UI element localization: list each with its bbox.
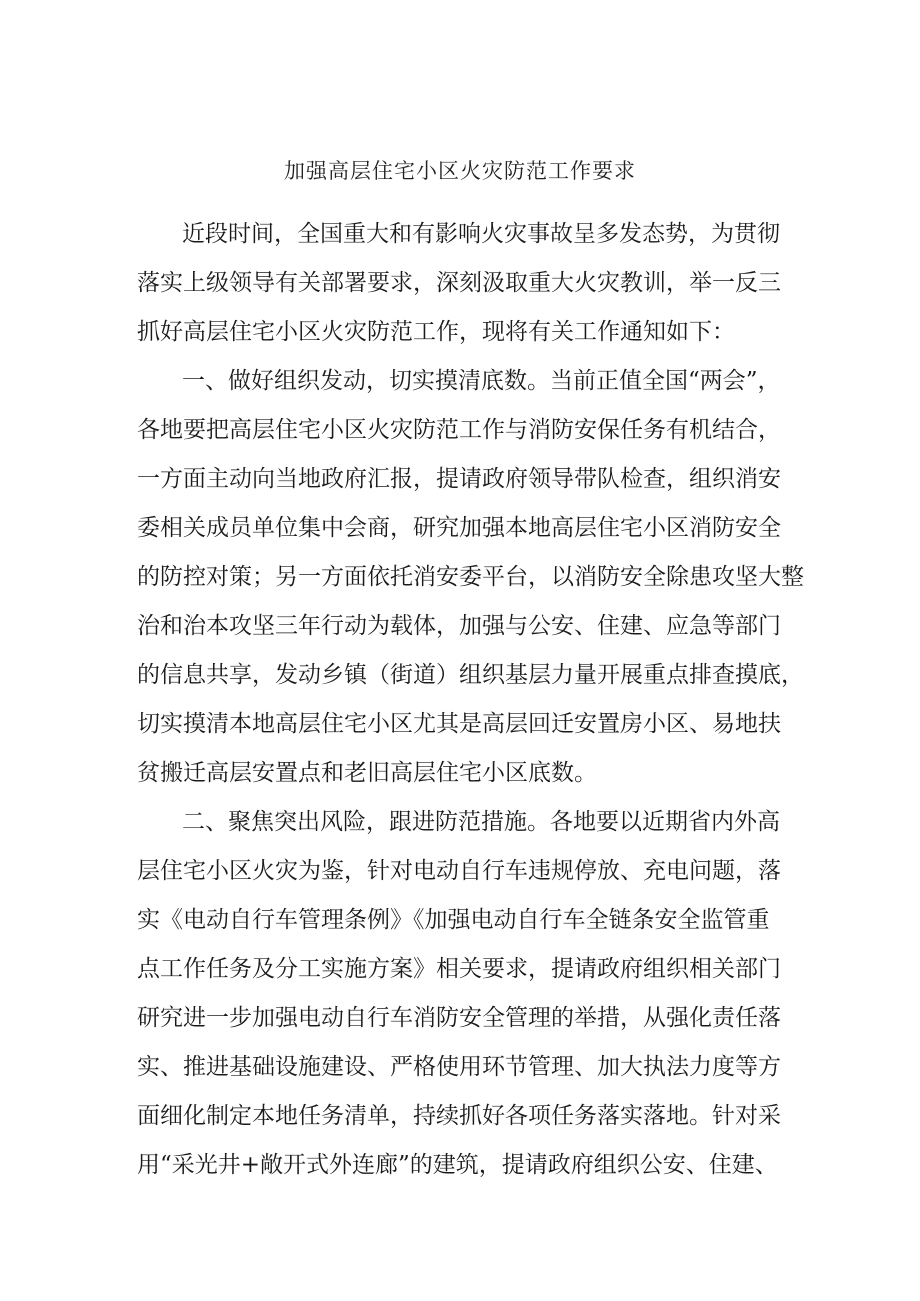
paragraph-line: 研究进一步加强电动自行车消防安全管理的举措，从强化责任落 [137,1005,781,1031]
paragraph-line: 落实上级领导有关部署要求，深刻汲取重大火灾教训，举一反三 [137,270,781,296]
paragraph-line: 的信息共享，发动乡镇（街道）组织基层力量开展重点排查摸底， [137,662,804,688]
paragraph-line: 切实摸清本地高层住宅小区尤其是高层回迁安置房小区、易地扶 [137,711,781,737]
paragraph-line: 各地要把高层住宅小区火灾防范工作与消防安保任务有机结合， [137,417,781,443]
paragraph-line: 委相关成员单位集中会商，研究加强本地高层住宅小区消防安全 [137,515,781,541]
paragraph-line: 近段时间，全国重大和有影响火灾事故呈多发态势，为贯彻 [182,221,780,247]
paragraph-line: 面细化制定本地任务清单，持续抓好各项任务落实落地。针对采 [137,1103,781,1129]
paragraph-line: 二、聚焦突出风险，跟进防范措施。各地要以近期省内外高 [182,809,780,835]
paragraph-line: 点工作任务及分工实施方案》相关要求，提请政府组织相关部门 [137,956,781,982]
paragraph-line: 实、推进基础设施建设、严格使用环节管理、加大执法力度等方 [137,1054,781,1080]
paragraph-line: 治和治本攻坚三年行动为载体，加强与公安、住建、应急等部门 [137,613,781,639]
paragraph-line: 贫搬迁高层安置点和老旧高层住宅小区底数。 [137,760,597,786]
paragraph-line: 的防控对策；另一方面依托消安委平台，以消防安全除患攻坚大整 [137,564,804,590]
paragraph-line: 实《电动自行车管理条例》《加强电动自行车全链条安全监管重 [137,907,770,933]
paragraph-line: 用“采光井+敞开式外连廊”的建筑，提请政府组织公安、住建、 [137,1152,778,1178]
paragraph-line: 一方面主动向当地政府汇报，提请政府领导带队检查，组织消安 [137,466,781,492]
document-title: 加强高层住宅小区火灾防范工作要求 [284,159,636,183]
paragraph-line: 层住宅小区火灾为鉴，针对电动自行车违规停放、充电问题，落 [137,858,781,884]
paragraph-line: 一、做好组织发动，切实摸清底数。当前正值全国“两会”， [182,368,781,394]
paragraph-line: 抓好高层住宅小区火灾防范工作，现将有关工作通知如下： [137,319,735,345]
